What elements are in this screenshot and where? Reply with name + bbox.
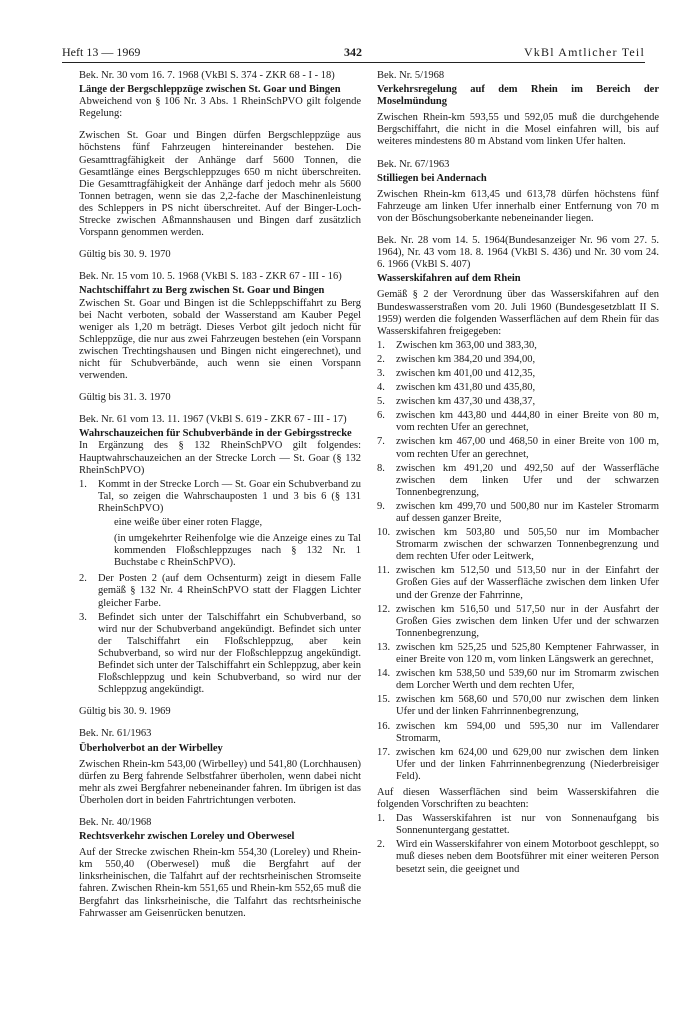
list-item: 6. zwischen km 443,80 und 444,80 in einer Breite von 80 m, vom rechten Ufer an gerechnet, xyxy=(377,410,659,434)
notice-text: Zwischen Rhein-km 593,55 und 592,05 muß die durchgehende Bergschiffahrt, die nicht in die Mosel einfahren will, bis auf weiteres mindestens 80 m Abstand vom linken Ufer halten. xyxy=(377,112,659,148)
notice-reference: Bek. Nr. 61 vom 13. 11. 1967 (VkBl S. 619 - ZKR 67 - III - 17) xyxy=(79,414,347,426)
notice-text: Auf der Strecke zwischen Rhein-km 554,30 (Loreley) und Rhein-km 550,40 (Oberwesel) muß die Bergfahrt auf der linksrheinischen, die Talfahrt auf der rechtsrheinischen Stromseite fahren. Zwischen Rhein-km 551,65 und Rhein-km 552,65 muß die Bergfahrt das linksrheinische, die Talfahrt das rechtsrheinische Fahrwasser am Geisenrücken benutzen. xyxy=(79,847,361,919)
notice-reference: Bek. Nr. 30 vom 16. 7. 1968 (VkBl S. 374 - ZKR 68 - I - 18) xyxy=(79,70,335,81)
list-item: 5. zwischen km 437,30 und 438,37, xyxy=(377,396,536,408)
list-item: 15. zwischen km 568,60 und 570,00 nur zwischen dem linken Ufer und der linken Fahrrinnenbegrenzung, xyxy=(377,694,659,718)
left-column xyxy=(79,66,361,920)
notice-text: Gemäß § 2 der Verordnung über das Wasserskifahren auf den Bundeswasserstraßen vom 20. Juli 1960 (Bundesgesetzblatt II S. 1959) werden die folgenden Wasserflächen auf dem Rhein für das Wasserskifahren freigegeben: xyxy=(377,289,659,337)
validity-note: Gültig bis 30. 9. 1970 xyxy=(79,249,171,261)
notice-text: Zwischen St. Goar und Bingen ist die Schleppschiffahrt zu Berg bei Nacht verboten, sobald der Wasserstand am Kauber Pegel weniger als 1,20 m beträgt. Dieses Verbot gilt jedoch nicht für Schleppzüge, die nur aus zwei Fahrzeugen bestehen (ein Vorspann zwischen Trechtingshausen und Bingen nicht eingerechnet), und nicht für Schubverbände, auch wenn sie einen Vorspann verwenden. xyxy=(79,297,361,382)
list-item: 3. Befindet sich unter der Talschiffahrt ein Schubverband, so wird nur der Schubverband angekündigt. Befindet sich unter der Talschiffahrt ein Floßschleppzug, aber kein Schubverband, so wird nur der Floßschleppzug angekündigt. Befindet sich unter der Talschiffahrt ein Schleppzug, aber kein Floßschleppzug und kein Schubverband, so wird nur der Schleppzug angekündigt. xyxy=(79,611,361,696)
list-item: 17. zwischen km 624,00 und 629,00 nur zwischen dem linken Ufer und der linken Fahrrinnenbegrenzung (Niederbreisiger Feld). xyxy=(377,746,659,782)
list-subtext: (in umgekehrter Reihenfolge wie die Anzeige eines zu Tal kommenden Floßschleppzuges nach § 132 Nr. 1 Buchstabe c RheinSchPVO). xyxy=(114,533,361,569)
notice-title: Nachtschiffahrt zu Berg zwischen St. Goar und Bingen xyxy=(79,285,325,297)
list-item: 1. Zwischen km 363,00 und 383,30, xyxy=(377,339,537,351)
list-item: 13. zwischen km 525,25 und 525,80 Kemptener Fahrwasser, in einer Breite von 120 m, vom linken Längswerk an gerechnet, xyxy=(377,641,659,666)
notice-title: Überholverbot an der Wirbelley xyxy=(79,742,223,754)
list-item: 10. zwischen km 503,80 und 505,50 nur im Mombacher Stromarm zwischen der schwarzen Tonnenbegrenzung und dem rechten Ufer oder Leitwerk, xyxy=(377,527,659,563)
numbered-list xyxy=(79,479,361,697)
validity-note: Gültig bis 30. 9. 1969 xyxy=(79,706,171,718)
numbered-list xyxy=(377,340,659,783)
header-rule xyxy=(62,62,645,63)
page-number: 342 xyxy=(344,45,362,59)
notice-text: Zwischen Rhein-km 613,45 und 613,78 dürfen höchstens fünf Fahrzeuge am linken Ufer innerhalb einer Entfernung von 70 m von der Böschungsoberkante nebeneinander liegen. xyxy=(377,188,659,224)
list-item: 9. zwischen km 499,70 und 500,80 nur im Kasteler Stromarm auf dessen ganzer Breite, xyxy=(377,500,659,524)
notice-title: Rechtsverkehr zwischen Loreley und Oberwesel xyxy=(79,831,295,843)
notice-reference: Bek. Nr. 5/1968 xyxy=(377,70,445,81)
notice-reference: Bek. Nr. 67/1963 xyxy=(377,158,450,170)
list-item: 7. zwischen km 467,00 und 468,50 in einer Breite von 100 m, vom rechten Ufer an gerechnet, xyxy=(377,436,659,460)
notice-text: Auf diesen Wasserflächen sind beim Wasserskifahren die folgenden Vorschriften zu beachten: xyxy=(377,786,659,811)
publication-name: VkBl Amtlicher Teil xyxy=(523,45,645,59)
list-item: 8. zwischen km 491,20 und 492,50 auf der Wasserfläche zwischen dem linken Ufer und der schwarzen Tonnenbegrenzung, xyxy=(377,462,659,498)
list-item: 2. Der Posten 2 (auf dem Ochsenturm) zeigt in diesem Falle gemäß § 132 Nr. 4 RheinSchPVO statt der Flaggen Lichter gleicher Farbe. xyxy=(79,573,361,609)
list-item: 12. zwischen km 516,50 und 517,50 nur in der Ausfahrt der Großen Gies zwischen dem linken Ufer und der schwarzen Tonnenbegrenzung, xyxy=(377,603,659,639)
notice-title: Wasserskifahren auf dem Rhein xyxy=(377,273,521,285)
list-item: 4. zwischen km 431,80 und 435,80, xyxy=(377,382,536,394)
list-subtext: eine weiße über einer roten Flagge, xyxy=(114,517,263,528)
numbered-list xyxy=(377,813,659,875)
list-item: 14. zwischen km 538,50 und 539,60 nur im Stromarm zwischen dem Lorcher Werth und dem rechten Ufer, xyxy=(377,668,659,692)
notice-reference: Bek. Nr. 61/1963 xyxy=(79,728,152,740)
notice-title: Wahrschauzeichen für Schubverbände in der Gebirgsstrecke xyxy=(79,428,352,440)
validity-note: Gültig bis 31. 3. 1970 xyxy=(79,392,171,404)
list-item: 1. Das Wasserskifahren ist nur von Sonnenaufgang bis Sonnenuntergang gestattet. xyxy=(377,813,659,837)
notice-reference: Bek. Nr. 28 vom 14. 5. 1964(Bundesanzeiger Nr. 96 vom 27. 5. 1964), Nr. 43 vom 18. 8. 1964 (VkBl S. 436) und Nr. 30 vom 24. 6. 1966 (VkBl S. 407) xyxy=(377,235,659,271)
list-item: 2. Wird ein Wasserskifahrer von einem Motorboot geschleppt, so muß dieses neben dem Bootsführer mit einer weiteren Person besetzt sein, die geeignet und xyxy=(377,839,659,875)
issue-label: Heft 13 — 1969 xyxy=(62,45,141,59)
list-item: 1. Kommt in der Strecke Lorch — St. Goar ein Schubverband zu Tal, so zeigen die Wahrschauposten 1 und 3 bis 6 (§ 131 RheinSchPVO) eine weiße über einer roten Flagge, (in umgekehrter Reihenfolge wie die Anzeige eines zu Tal kommenden Floßschleppzuges nach § 132 Nr. 1 Buchstabe c RheinSchPVO). xyxy=(79,478,361,569)
notice-title: Stilliegen bei Andernach xyxy=(377,172,487,184)
list-item: 2. zwischen km 384,20 und 394,00, xyxy=(377,353,536,365)
page-header xyxy=(62,45,645,61)
notice-title: Verkehrsregelung auf dem Rhein im Bereich der Moselmündung xyxy=(377,84,659,108)
notice-text: Zwischen St. Goar und Bingen dürfen Bergschleppzüge aus höchstens fünf Fahrzeugen hintereinander bestehen. Die Gesamttragfähigkeit der Anhänge darf 5600 Tonnen, die Gesamtlänge eines Bergschleppzuges 650 m nicht überschreiten. Die Gesamttragfähigkeit der Anhänge darf jedoch mehr als 5600 Tonnen betragen, wenn sie das 2,2-fache der Maschinenleistung des Schleppers in PS nicht überschreitet. Auf der Binger-Loch-Strecke zwischen Aßmannshausen und Bingen darf zusätzlich Vorspann genommen werden. xyxy=(79,130,361,239)
notice-text: Zwischen Rhein-km 543,00 (Wirbelley) und 541,80 (Lorchhausen) dürfen zu Berg fahrende Selbstfahrer überholen, wenn dabei nicht mehr als zwei Bergfahrer nebeneinander fahren. Im übrigen ist das Überholen dort in beiden Fahrtrichtungen verboten. xyxy=(79,758,361,806)
list-item: 3. zwischen km 401,00 und 412,35, xyxy=(377,367,536,379)
notice-text: In Ergänzung des § 132 RheinSchPVO gilt folgendes: Hauptwahrschauzeichen an der Strecke Lorch — St. Goar (§ 132 RheinSchPVO) xyxy=(79,440,361,476)
notice-title: Länge der Bergschleppzüge zwischen St. Goar und Bingen xyxy=(79,84,341,96)
right-column xyxy=(377,66,659,878)
notice-text: Abweichend von § 106 Nr. 3 Abs. 1 RheinSchPVO gilt folgende Regelung: xyxy=(79,96,361,120)
notice-reference: Bek. Nr. 40/1968 xyxy=(79,816,152,828)
notice-reference: Bek. Nr. 15 vom 10. 5. 1968 (VkBl S. 183 - ZKR 67 - III - 16) xyxy=(79,271,342,283)
list-item: 11. zwischen km 512,50 und 513,50 nur in der Einfahrt der Großen Gies auf der Wasserfläche zwischen dem linken Ufer und der Grenze der Fahrrinne, xyxy=(377,565,659,601)
list-item: 16. zwischen km 594,00 und 595,30 nur im Vallendarer Stromarm, xyxy=(377,720,659,744)
